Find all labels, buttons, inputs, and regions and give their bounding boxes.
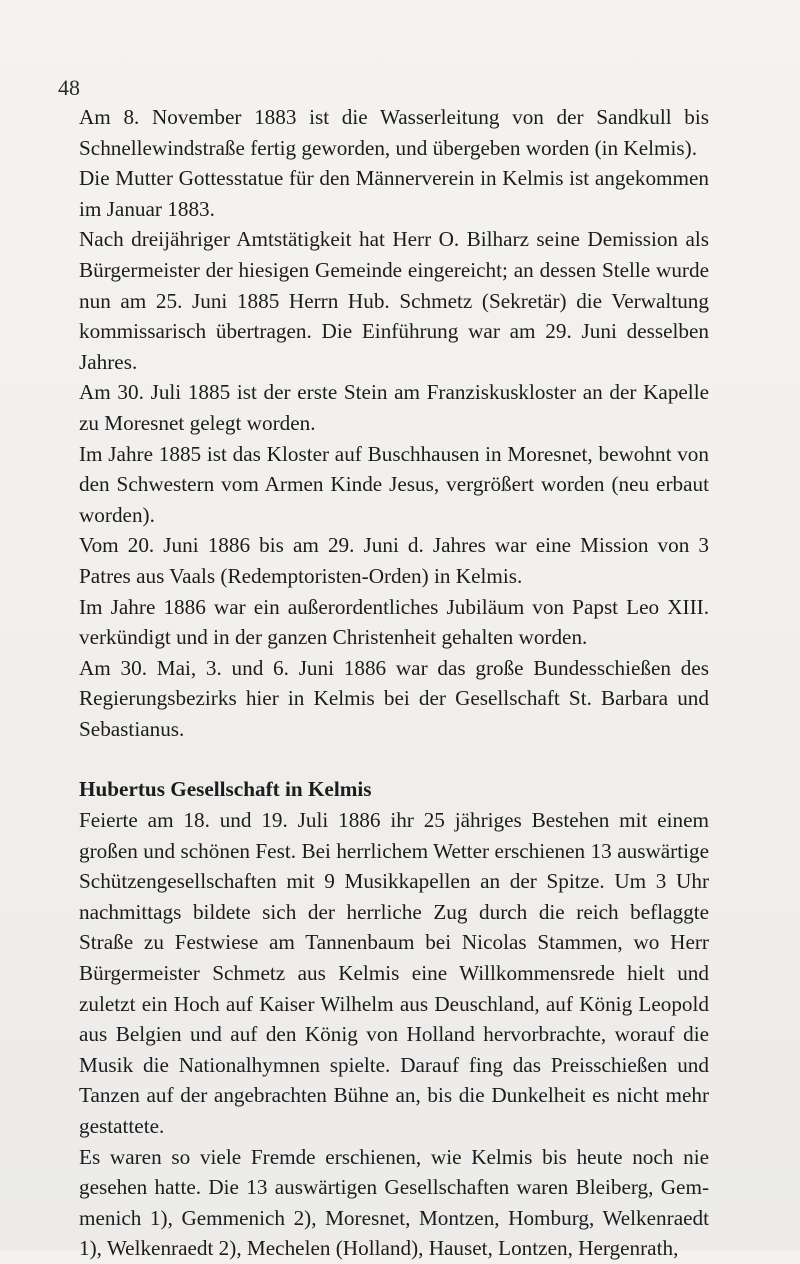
section-heading: Hubertus Gesellschaft in Kelmis xyxy=(79,777,372,802)
paragraph: Am 30. Juli 1885 ist der erste Stein am Franziskuskloster an der Kapelle zu Moresnet gelegt worden. xyxy=(79,380,709,435)
page-body xyxy=(79,102,709,1264)
paragraph: Im Jahre 1885 ist das Kloster auf Buschhausen in Moresnet, bewohnt von den Schwestern vom Armen Kinde Jesus, vergrößert worden (neu erbaut worden). xyxy=(79,441,709,527)
paragraph: Vom 20. Juni 1886 bis am 29. Juni d. Jahres war eine Mission von 3 Patres aus Vaals (Redemptoristen-Orden) in Kelmis. xyxy=(79,533,709,588)
paragraph: Am 30. Mai, 3. und 6. Juni 1886 war das große Bundesschießen des Regierungsbezirks hier in Kelmis bei der Gesellschaft St. Barbara und Sebastianus. xyxy=(79,655,709,741)
paragraph: Es waren so viele Fremde erschienen, wie Kelmis bis heute noch nie gesehen hatte. Die 13 auswärtigen Gesellschaften waren Bleiberg, Gemmenich 1), Gemmenich 2), Moresnet, Montzen, Homburg, Welkenraedt 1), Welkenraedt 2), Mechelen (Holland), Hauset, Lontzen, Hergenrath, xyxy=(79,1144,709,1261)
paragraph: Nach dreijähriger Amtstätigkeit hat Herr O. Bilharz seine Demission als Bürgermeister der hiesigen Gemeinde eingereicht; an dessen Stelle wurde nun am 25. Juni 1885 Herrn Hub. Schmetz (Sekretär) die Verwaltung kommissarisch übertragen. Die Einführung war am 29. Juni desselben Jahres. xyxy=(79,227,709,374)
paragraph: Am 8. November 1883 ist die Wasserleitung von der Sandkull bis Schnellewindstraße fertig geworden, und übergeben worden (in Kelmis). xyxy=(79,105,709,160)
paragraph: Feierte am 18. und 19. Juli 1886 ihr 25 jähriges Bestehen mit einem großen und schönen Fest. Bei herrlichem Wetter erschienen 13 auswärtige Schützengesellschaften mit 9 Musikkapellen an der Spitze. Um 3 Uhr nachmittags bildete sich der herrliche Zug durch die reich beflaggte Straße zu Festwiese am Tannenbaum bei Nicolas Stammen, wo Herr Bürgermeister Schmetz aus Kelmis eine Willkommensrede hielt und zuletzt ein Hoch auf Kaiser Wilhelm aus Deuschland, auf König Leopold aus Belgien und auf den König von Holland hervorbrachte, worauf die Musik die Nationalhymnen spielte. Darauf fing das Preisschießen und Tanzen auf der angebrachten Bühne an, bis die Dunkelheit es nicht mehr gestattete. xyxy=(79,808,709,1138)
paragraph: Im Jahre 1886 war ein außerordentliches Jubiläum von Papst Leo XIII. verkündigt und in der ganzen Christenheit gehalten worden. xyxy=(79,594,709,650)
page-number: 48 xyxy=(58,75,80,100)
paragraph: Die Mutter Gottesstatue für den Männerverein in Kelmis ist angekommen im Januar 1883. xyxy=(79,166,709,221)
